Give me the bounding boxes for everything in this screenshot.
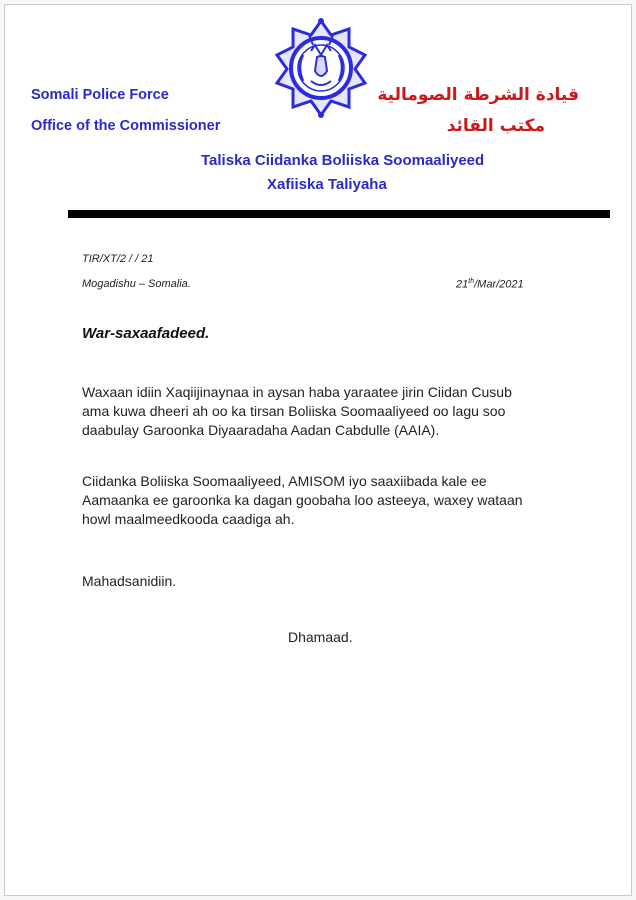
police-emblem-icon xyxy=(273,15,369,119)
header-divider xyxy=(68,210,610,218)
reference-number: TIR/XT/2 / / 21 xyxy=(82,253,154,265)
closing-text: Mahadsanidiin. xyxy=(82,573,177,589)
document-page xyxy=(4,4,632,896)
end-text: Dhamaad. xyxy=(288,629,353,645)
paragraph-line: Ciidanka Boliiska Soomaaliyeed, AMISOM iyo saaxiibada kale ee xyxy=(82,473,487,489)
paragraph-2 xyxy=(82,472,582,529)
paragraph-line: howl maalmeedkooda caadiga ah. xyxy=(82,511,295,527)
paragraph-line: ama kuwa dheeri ah oo ka tirsan Boliiska Soomaaliyeed oo lagu soo xyxy=(82,403,506,419)
press-release-heading: War-saxaafadeed. xyxy=(82,325,210,342)
english-office-name: Office of the Commissioner xyxy=(31,118,221,134)
date-rest: /Mar/2021 xyxy=(474,278,524,291)
paragraph-1 xyxy=(82,383,582,440)
place-line: Mogadishu – Somalia. xyxy=(82,278,191,290)
somali-office-name: Xafiiska Taliyaha xyxy=(267,176,387,193)
paragraph-line: Waxaan idiin Xaqiijinaynaa in aysan haba yaraatee jirin Ciidan Cusub xyxy=(82,384,512,400)
arabic-force-name: قيادة الشرطة الصومالية xyxy=(377,85,579,105)
date-line xyxy=(456,278,524,291)
paragraph-line: daabulay Garoonka Diyaaradaha Aadan Cabdulle (AAIA). xyxy=(82,422,440,438)
date-day: 21 xyxy=(456,278,469,291)
date-suffix: th xyxy=(468,278,475,285)
english-force-name: Somali Police Force xyxy=(31,87,169,103)
arabic-office-name: مكتب القائد xyxy=(446,116,545,136)
somali-force-name: Taliska Ciidanka Boliiska Soomaaliyeed xyxy=(201,152,485,169)
paragraph-line: Aamaanka ee garoonka ka dagan goobaha loo asteeya, waxey wataan xyxy=(82,492,523,508)
